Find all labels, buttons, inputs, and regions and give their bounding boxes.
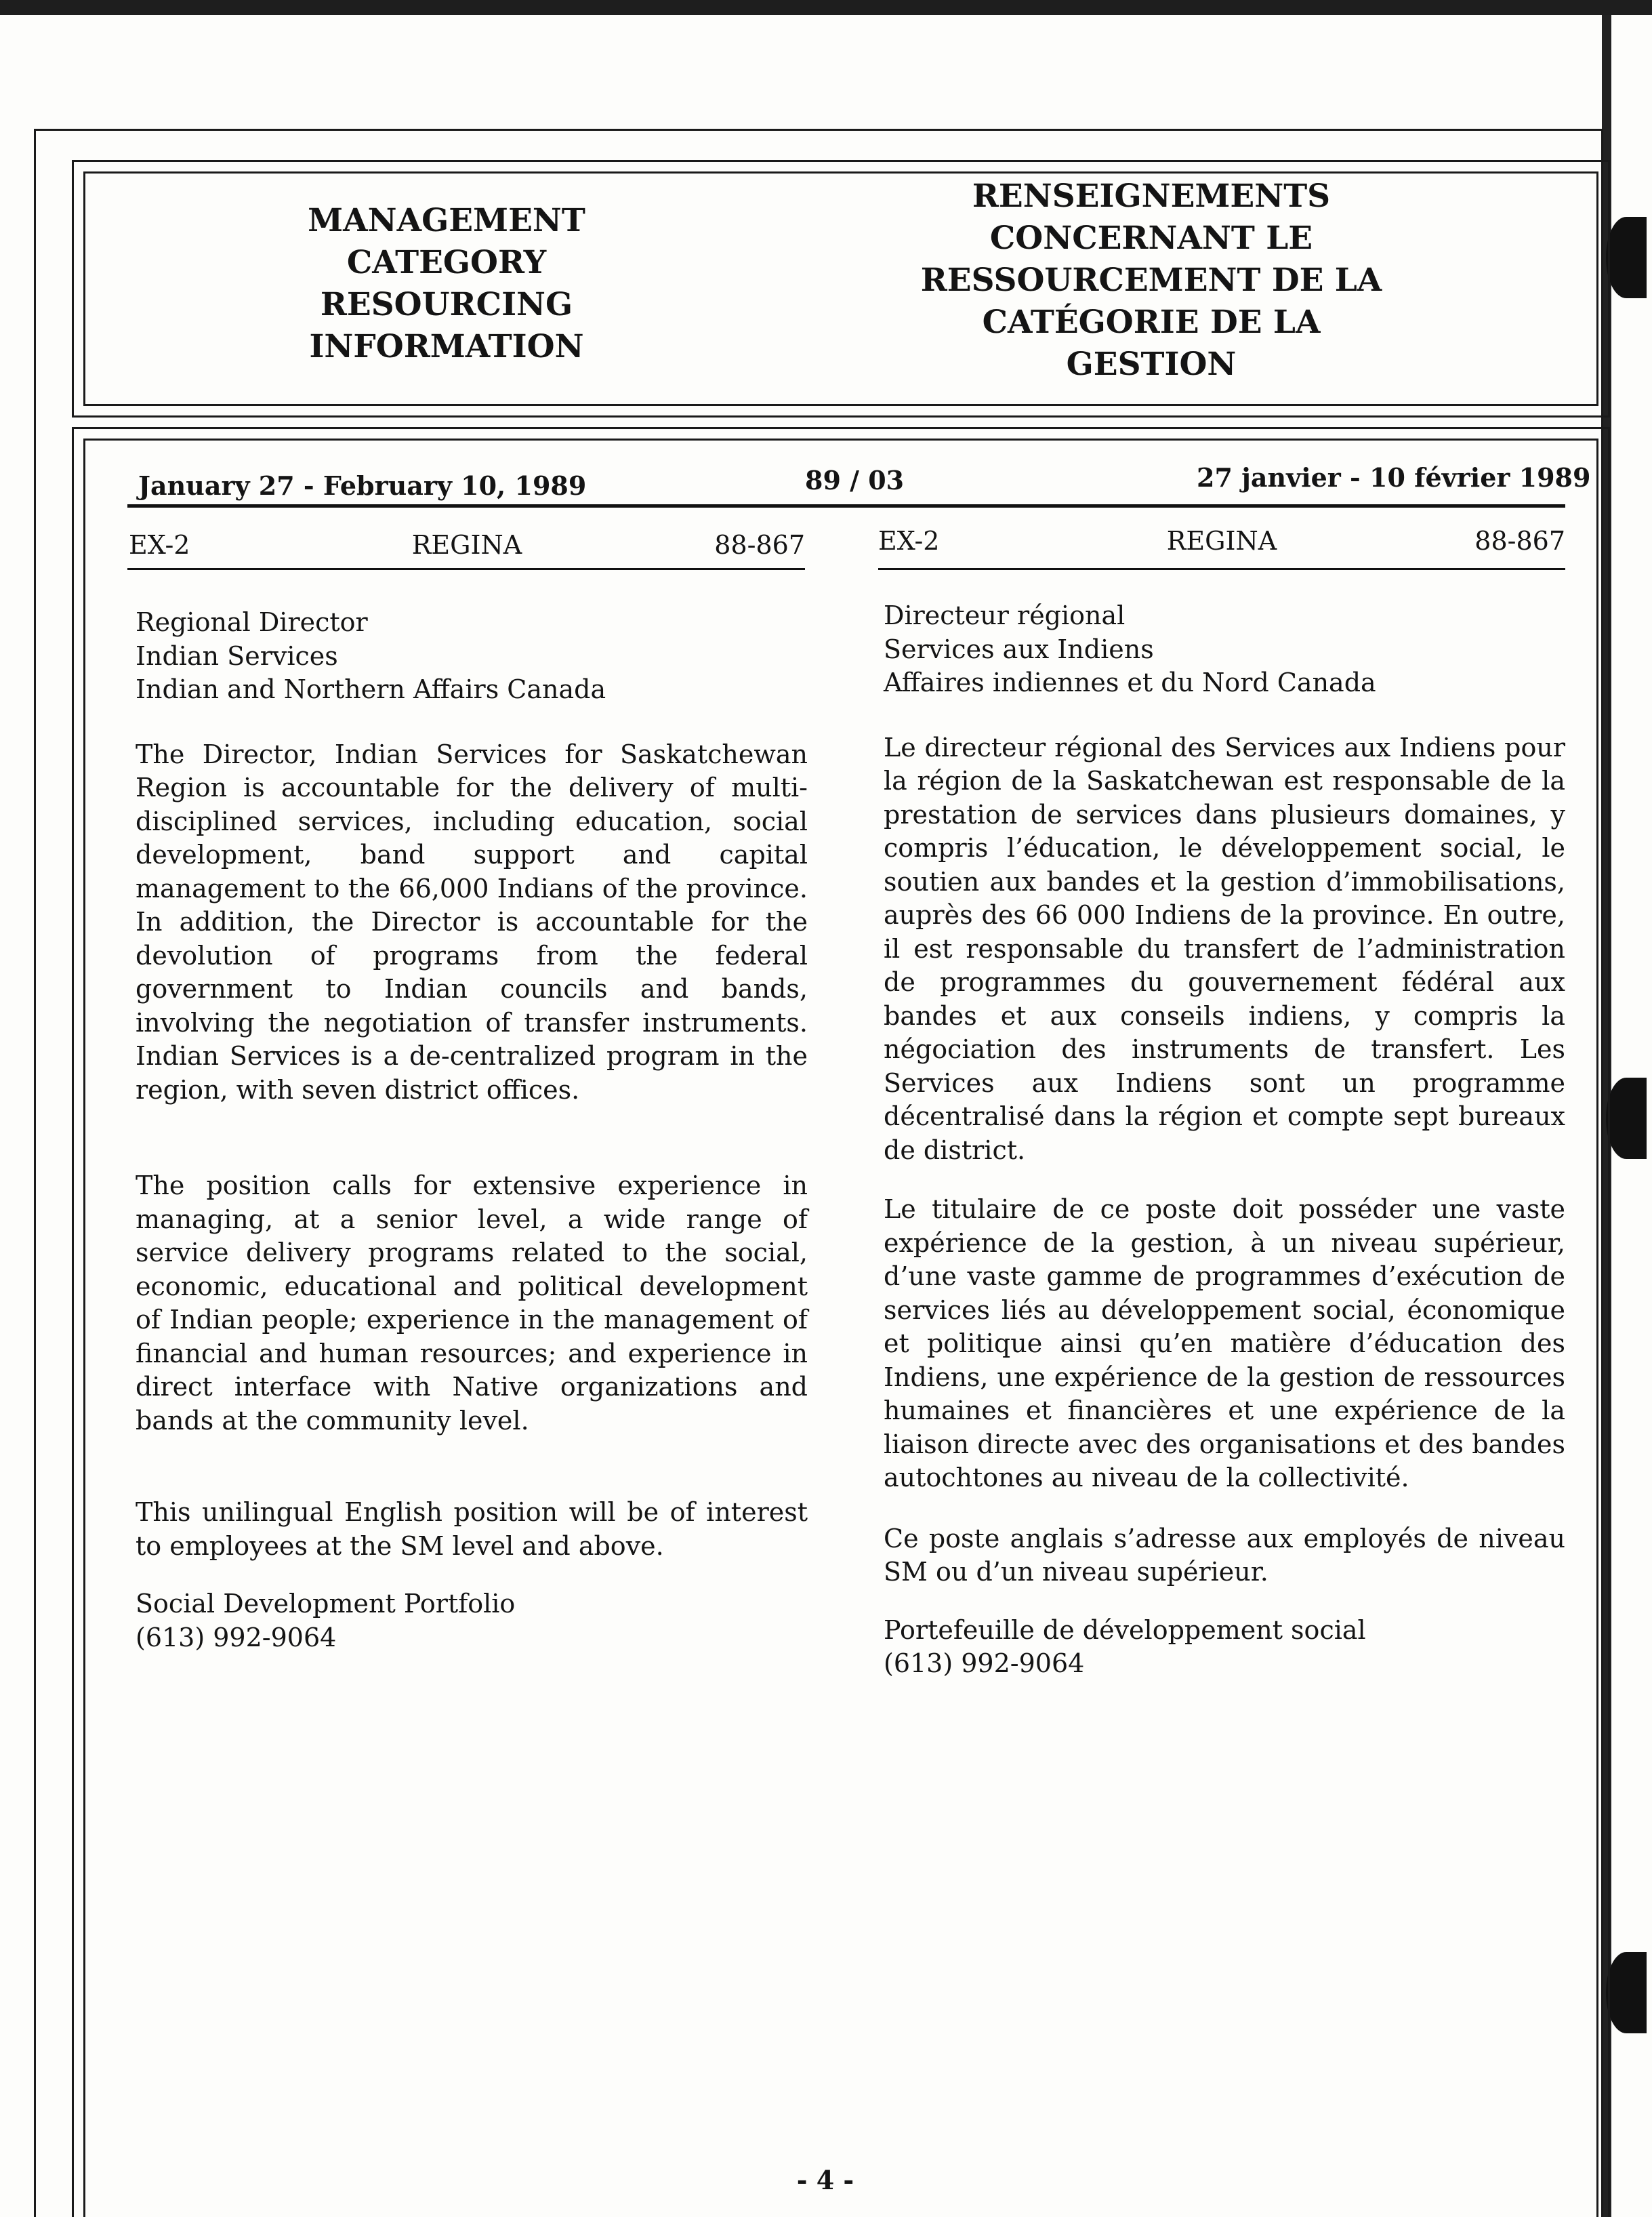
competition-number: 88-867 bbox=[714, 530, 805, 560]
date-range-french: 27 janvier - 10 février 1989 bbox=[1197, 462, 1591, 493]
scan-top-edge bbox=[0, 0, 1652, 15]
position-title: Regional Director Indian Services Indian and Northern Affairs Canada bbox=[136, 607, 606, 704]
language-paragraph: Ce poste anglais s’adresse aux employés de niveau SM ou d’un niveau supérieur. bbox=[884, 1523, 1565, 1587]
level-code: EX-2 bbox=[129, 530, 190, 560]
french-column bbox=[884, 599, 1565, 1681]
english-column bbox=[136, 606, 808, 1654]
level-code: EX-2 bbox=[878, 526, 940, 556]
french-column-header bbox=[878, 526, 1565, 560]
location: REGINA bbox=[411, 530, 522, 560]
contact-info: Social Development Portfolio (613) 992-9064 bbox=[136, 1589, 516, 1652]
binder-ring bbox=[1606, 1952, 1647, 2033]
english-column-header bbox=[129, 530, 805, 564]
header-box bbox=[72, 160, 1610, 418]
duties-paragraph: The Director, Indian Services for Saskatchewan Region is accountable for the delivery of multi-disciplined services, including education, social development, band support and capital management to the 66,000 Indians of the province. In addition, the Director is accountable for the devolution of programs from the federal government to Indian councils and bands, involving the negotiation of transfer instruments. Indian Services is a de-centralized program in the region, with seven district offices. bbox=[136, 739, 808, 1105]
position-title: Directeur régional Services aux Indiens Affaires indiennes et du Nord Canada bbox=[884, 601, 1376, 697]
qualifications-paragraph: Le titulaire de ce poste doit posséder une vaste expérience de la gestion, à un niveau supérieur, d’une vaste gamme de programmes d’exécution de services liés au développement social, économique et politique ainsi qu’en matière d’éducation des Indiens, une expérience de la gestion de ressources humaines et financières et une expérience de la liaison directe avec des organisations et des bandes autochtones au niveau de la collectivité. bbox=[884, 1194, 1565, 1492]
duties-paragraph: Le directeur régional des Services aux Indiens pour la région de la Saskatchewan est responsable de la prestation de services dans plusieurs domaines, y compris l’éducation, le développement social, le soutien aux bandes et la gestion d’immobilisations, auprès des 66 000 Indiens de la province. En outre, il est responsable du transfert de l’administration de programmes du gouvernement fédéral aux bandes et aux conseils indiens, y compris la négociation des instruments de transfert. Les Services aux Indiens sont un programme décentralisé dans la région et compte sept bureaux de district. bbox=[884, 732, 1565, 1165]
date-range-english: January 27 - February 10, 1989 bbox=[138, 470, 587, 501]
page-number: - 4 - bbox=[796, 2165, 854, 2195]
location: REGINA bbox=[1166, 526, 1277, 556]
competition-number: 88-867 bbox=[1474, 526, 1565, 556]
contact-info: Portefeuille de développement social (613) 992-9064 bbox=[884, 1614, 1366, 1678]
issue-number: 89 / 03 bbox=[805, 465, 905, 495]
title-french: RENSEIGNEMENTS CONCERNANT LE RESSOURCEMENT DE LA CATÉGORIE DE LA GESTION bbox=[920, 178, 1382, 383]
language-paragraph: This unilingual English position will be of interest to employees at the SM level and above. bbox=[136, 1497, 808, 1561]
date-rule bbox=[127, 504, 1565, 508]
column-header-rule bbox=[878, 568, 1565, 570]
column-header-rule bbox=[127, 568, 805, 570]
qualifications-paragraph: The position calls for extensive experience in managing, at a senior level, a wide range of service delivery programs related to the social, economic, educational and political development of Indian people; experience in the management of financial and human resources; and experience in direct interface with Native organizations and bands at the community level. bbox=[136, 1171, 808, 1436]
binder-ring bbox=[1606, 217, 1647, 298]
title-english: MANAGEMENT CATEGORY RESOURCING INFORMATION bbox=[308, 202, 585, 365]
binder-ring bbox=[1606, 1078, 1647, 1159]
